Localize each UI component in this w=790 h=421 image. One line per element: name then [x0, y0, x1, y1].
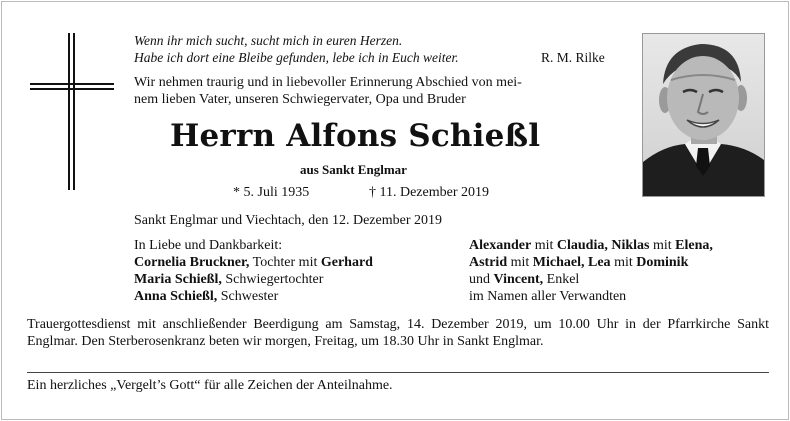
- birth-date: * 5. Juli 1935: [233, 185, 310, 200]
- grandchildren-line-1: Alexander mit Claudia, Niklas mit Elena,: [469, 238, 713, 253]
- poem-line-1: Wenn ihr mich sucht, sucht mich in euren Herzen.: [134, 33, 403, 48]
- service-info: Trauergottesdienst mit anschließender Beerdigung am Samstag, 14. Dezember 2019, um 10.00 Uhr in der Pfarrkirche Sankt Englmar. Den Sterberosenkranz beten wir morgen, Freitag, um 18.30 Uhr in Sankt Englmar.: [27, 317, 769, 349]
- mourners-heading: In Liebe und Dankbarkeit:: [134, 238, 283, 253]
- grandchildren-line-3: und Vincent, Enkel: [469, 272, 580, 287]
- origin: aus Sankt Englmar: [300, 162, 407, 177]
- thanks-line: Ein herzliches „Vergelt’s Gott“ für alle Zeichen der Anteilnahme.: [27, 378, 393, 393]
- death-date: † 11. Dezember 2019: [369, 185, 489, 200]
- mourner-line-daughter-in-law: Maria Schießl, Schwiegertochter: [134, 272, 324, 287]
- mourner-line-sister: Anna Schießl, Schwester: [134, 289, 279, 304]
- mourner-line-daughter: Cornelia Bruckner, Tochter mit Gerhard: [134, 255, 373, 270]
- portrait-photo: [642, 33, 765, 197]
- deceased-name: Herrn Alfons Schießl: [170, 118, 541, 154]
- intro-line-1: Wir nehmen traurig und in liebevoller Erinnerung Abschied von mei-: [134, 75, 522, 90]
- relatives-line: im Namen aller Verwandten: [469, 289, 627, 304]
- divider: [27, 372, 769, 373]
- poem-line-2: Habe ich dort eine Bleibe gefunden, lebe ich in Euch weiter.: [134, 50, 459, 65]
- intro-line-2: nem lieben Vater, unseren Schwiegervater, Opa und Bruder: [134, 92, 466, 107]
- place-date: Sankt Englmar und Viechtach, den 12. Dezember 2019: [134, 213, 442, 228]
- poem-author: R. M. Rilke: [541, 50, 605, 65]
- grandchildren-line-2: Astrid mit Michael, Lea mit Dominik: [469, 255, 689, 270]
